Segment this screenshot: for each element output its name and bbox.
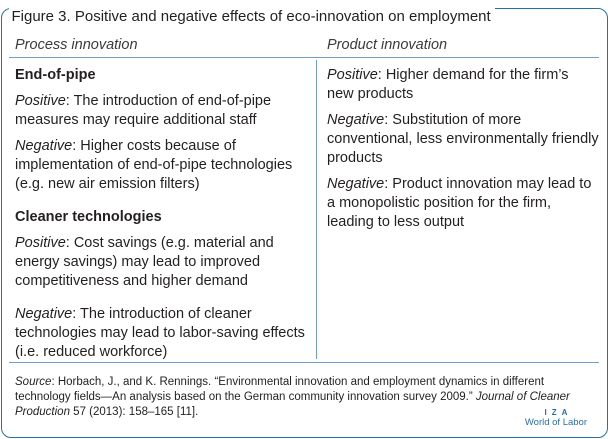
product-positive-text: : Higher demand for the firm’s new products <box>327 67 569 102</box>
cleaner-negative-text: : The introduction of cleaner technologies may lead to labor-saving effects (i.e. reduced workforce) <box>15 306 305 360</box>
process-innovation-header: Process innovation <box>15 37 138 53</box>
end-of-pipe-negative-text: : Higher costs because of implementation of end-of-pipe technologies (e.g. new air emission filters) <box>15 138 293 192</box>
product-positive <box>327 66 599 104</box>
figure-title: Figure 3. Positive and negative effects of eco-innovation on employment <box>9 8 495 25</box>
logo-world-of-labor: World of Labor <box>524 417 587 428</box>
product-innovation-header: Product innovation <box>327 37 448 53</box>
source-text-1: : Horbach, J., and K. Rennings. “Environmental innovation and employment dynamics in different technology fields—An analysis based on the German community innovation survey 2009.” <box>15 376 545 403</box>
product-negative-substitution <box>327 111 599 168</box>
source-journal: Journal of Cleaner Production <box>15 391 570 418</box>
cleaner-technologies-heading: Cleaner technologies <box>15 209 162 225</box>
header-divider <box>9 57 599 58</box>
end-of-pipe-positive-text: : The introduction of end-of-pipe measures may require additional staff <box>15 93 272 128</box>
source-text-2: 57 (2013): 158–165 [11]. <box>69 406 199 418</box>
column-divider <box>316 60 317 359</box>
source-label: Source <box>15 376 52 388</box>
positive-label: Positive <box>15 93 66 109</box>
end-of-pipe-positive <box>15 92 311 130</box>
source-note <box>15 375 595 420</box>
product-innovation-column <box>327 66 599 239</box>
product-negative-monopoly <box>327 175 599 232</box>
product-negative-substitution-text: : Substitution of more conventional, less environmentally friendly products <box>327 112 599 166</box>
negative-label: Negative <box>327 112 385 128</box>
cleaner-positive <box>15 234 311 291</box>
iza-world-of-labor-logo <box>525 408 587 428</box>
product-negative-monopoly-text: : Product innovation may lead to a monopolistic position for the firm, leading to less output <box>327 176 592 230</box>
positive-label: Positive <box>15 235 66 251</box>
source-divider <box>9 362 599 363</box>
cleaner-positive-text: : Cost savings (e.g. material and energy savings) may lead to improved competitiveness and higher demand <box>15 235 274 289</box>
negative-label: Negative <box>15 306 73 322</box>
logo-iza: IZA <box>544 408 573 417</box>
process-innovation-column <box>15 66 311 369</box>
negative-label: Negative <box>15 138 73 154</box>
positive-label: Positive <box>327 67 378 83</box>
cleaner-negative <box>15 305 311 362</box>
negative-label: Negative <box>327 176 385 192</box>
end-of-pipe-heading: End-of-pipe <box>15 67 96 83</box>
end-of-pipe-negative <box>15 137 311 194</box>
